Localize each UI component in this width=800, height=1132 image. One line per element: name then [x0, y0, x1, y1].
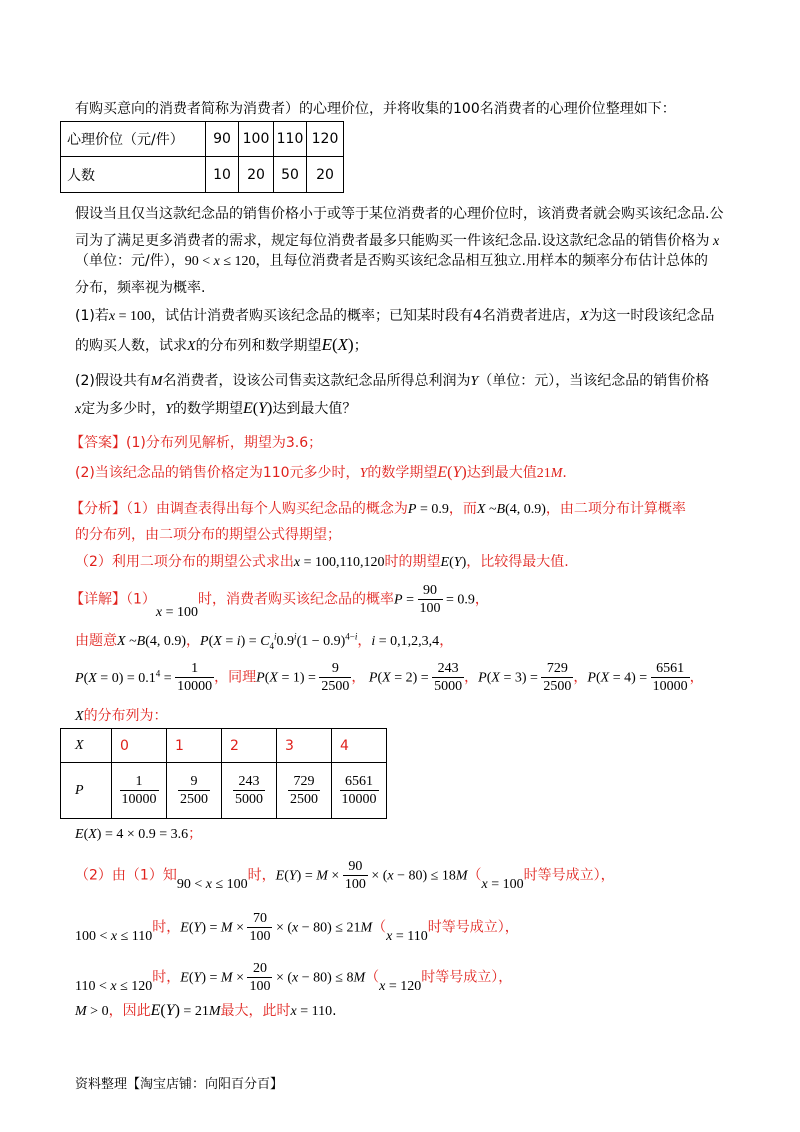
answer-line-2: (2)当该纪念品的销售价格定为110元多少时，Y的数学期望E(Y)达到最大值21M.	[75, 464, 567, 481]
table-cell: 20	[307, 157, 344, 193]
question-1-line-2: 的购买人数，试求X的分布列和数学期望E(X)；	[75, 335, 368, 354]
part2-conclusion: M > 0，因此E(Y) = 21M最大，此时x = 110.	[75, 1002, 337, 1019]
table-cell: $\frac{1}{10000}$	[112, 763, 167, 819]
analysis-line-2: 的分布列，由二项分布的期望公式得期望；	[75, 527, 341, 543]
table-header-cell: 3	[277, 729, 332, 763]
table-header-cell: 1	[167, 729, 222, 763]
analysis-line-3: （2）利用二项分布的期望公式求出x = 100,110,120时的期望E(Y)，比较得最大值.	[75, 554, 569, 570]
expectation-line: E(X) = 4 × 0.9 = 3.6；	[75, 826, 203, 842]
part2-line-2: 100 < x ≤ 110时，E(Y) = M × $\frac{70}{100}$ × (x − 80) ≤ 21M（x = 110时等号成立），	[75, 911, 519, 944]
table-cell: 人数	[61, 157, 206, 193]
detail-probabilities: $P(X = 0) = 0.1^4$ = $\frac{1}{10000}$ ，同理P(X = 1) = $\frac{9}{2500}$ ， P(X = 2) = $\frac{243}{5000}$ ，P(X = 3) = $\frac{729}{2500}$ ，P(X = 4) = $\frac{6561}{10000}$ ，	[75, 661, 704, 694]
price-table	[60, 121, 344, 193]
table-cell: $\frac{243}{5000}$	[222, 763, 277, 819]
table-cell: $\frac{729}{2500}$	[277, 763, 332, 819]
table-cell: P	[61, 763, 112, 819]
table-header-cell: 4	[332, 729, 387, 763]
intro-text: 有购买意向的消费者简称为消费者）的心理价位，并将收集的100名消费者的心理价位整理如下：	[75, 101, 676, 117]
part2-line-1: （2）由（1）知90 < x ≤ 100时，E(Y) = M × $\frac{90}{100}$ × (x − 80) ≤ 18M（x = 100时等号成立），	[75, 859, 615, 892]
question-2-line-2: x定为多少时，Y的数学期望E(Y)达到最大值？	[75, 400, 357, 417]
table-header-cell: 90	[206, 122, 239, 157]
table-header-cell: 2	[222, 729, 277, 763]
table-header-cell: 110	[274, 122, 307, 157]
detail-line-2: 由题意X ~B(4, 0.9)，$P(X = i) = C_4^i0.9^i(1 - 0.9)^{4-i}$，i = 0,1,2,3,4，	[75, 631, 454, 651]
table-header-cell: 0	[112, 729, 167, 763]
para-line-4: 分布，频率视为概率.	[75, 280, 206, 296]
table-cell: 10	[206, 157, 239, 193]
table-header-cell: 心理价位（元/件）	[61, 122, 206, 157]
question-2-line-1: (2)假设共有M名消费者，设该公司售卖这款纪念品所得总利润为Y（单位：元），当该纪念品的销售价格	[75, 373, 710, 389]
table-header-cell: X	[61, 729, 112, 763]
footer-source: 资料整理【淘宝店铺：向阳百分百】	[75, 1077, 284, 1092]
answer-line-1: 【答案】(1)分布列见解析，期望为3.6；	[70, 435, 323, 451]
table-cell: 20	[239, 157, 274, 193]
detail-line-1: 【详解】（1）x = 100时，消费者购买该纪念品的概率P = $\frac{90}{100}$ = 0.9，	[70, 583, 489, 620]
part2-line-3: 110 < x ≤ 120时，E(Y) = M × $\frac{20}{100}$ × (x − 80) ≤ 8M（x = 120时等号成立），	[75, 961, 513, 994]
table-header-cell: 120	[307, 122, 344, 157]
table-cell: $\frac{9}{2500}$	[167, 763, 222, 819]
table-header-cell: 100	[239, 122, 274, 157]
para-line-1: 假设当且仅当这款纪念品的销售价格小于或等于某位消费者的心理价位时，该消费者就会购买该纪念品.公	[75, 206, 724, 222]
question-1-line-1: (1)若x = 100，试估计消费者购买该纪念品的概率；已知某时段有4名消费者进店，X为这一时段该纪念品	[75, 308, 715, 324]
table-cell: 50	[274, 157, 307, 193]
distribution-title: X的分布列为：	[75, 708, 168, 724]
analysis-line-1: 【分析】（1）由调查表得出每个人购买纪念品的概念为P = 0.9，而X ~B(4, 0.9)，由二项分布计算概率	[70, 501, 686, 517]
distribution-table	[60, 728, 387, 819]
para-line-3: （单位：元/件），90 < x ≤ 120，且每位消费者是否购买该纪念品相互独立.用样本的频率分布估计总体的	[75, 253, 708, 269]
para-line-2: 司为了满足更多消费者的需求，规定每位消费者最多只能购买一件该纪念品.设这款纪念品的销售价格为 x	[75, 233, 720, 249]
table-cell: $\frac{6561}{10000}$	[332, 763, 387, 819]
